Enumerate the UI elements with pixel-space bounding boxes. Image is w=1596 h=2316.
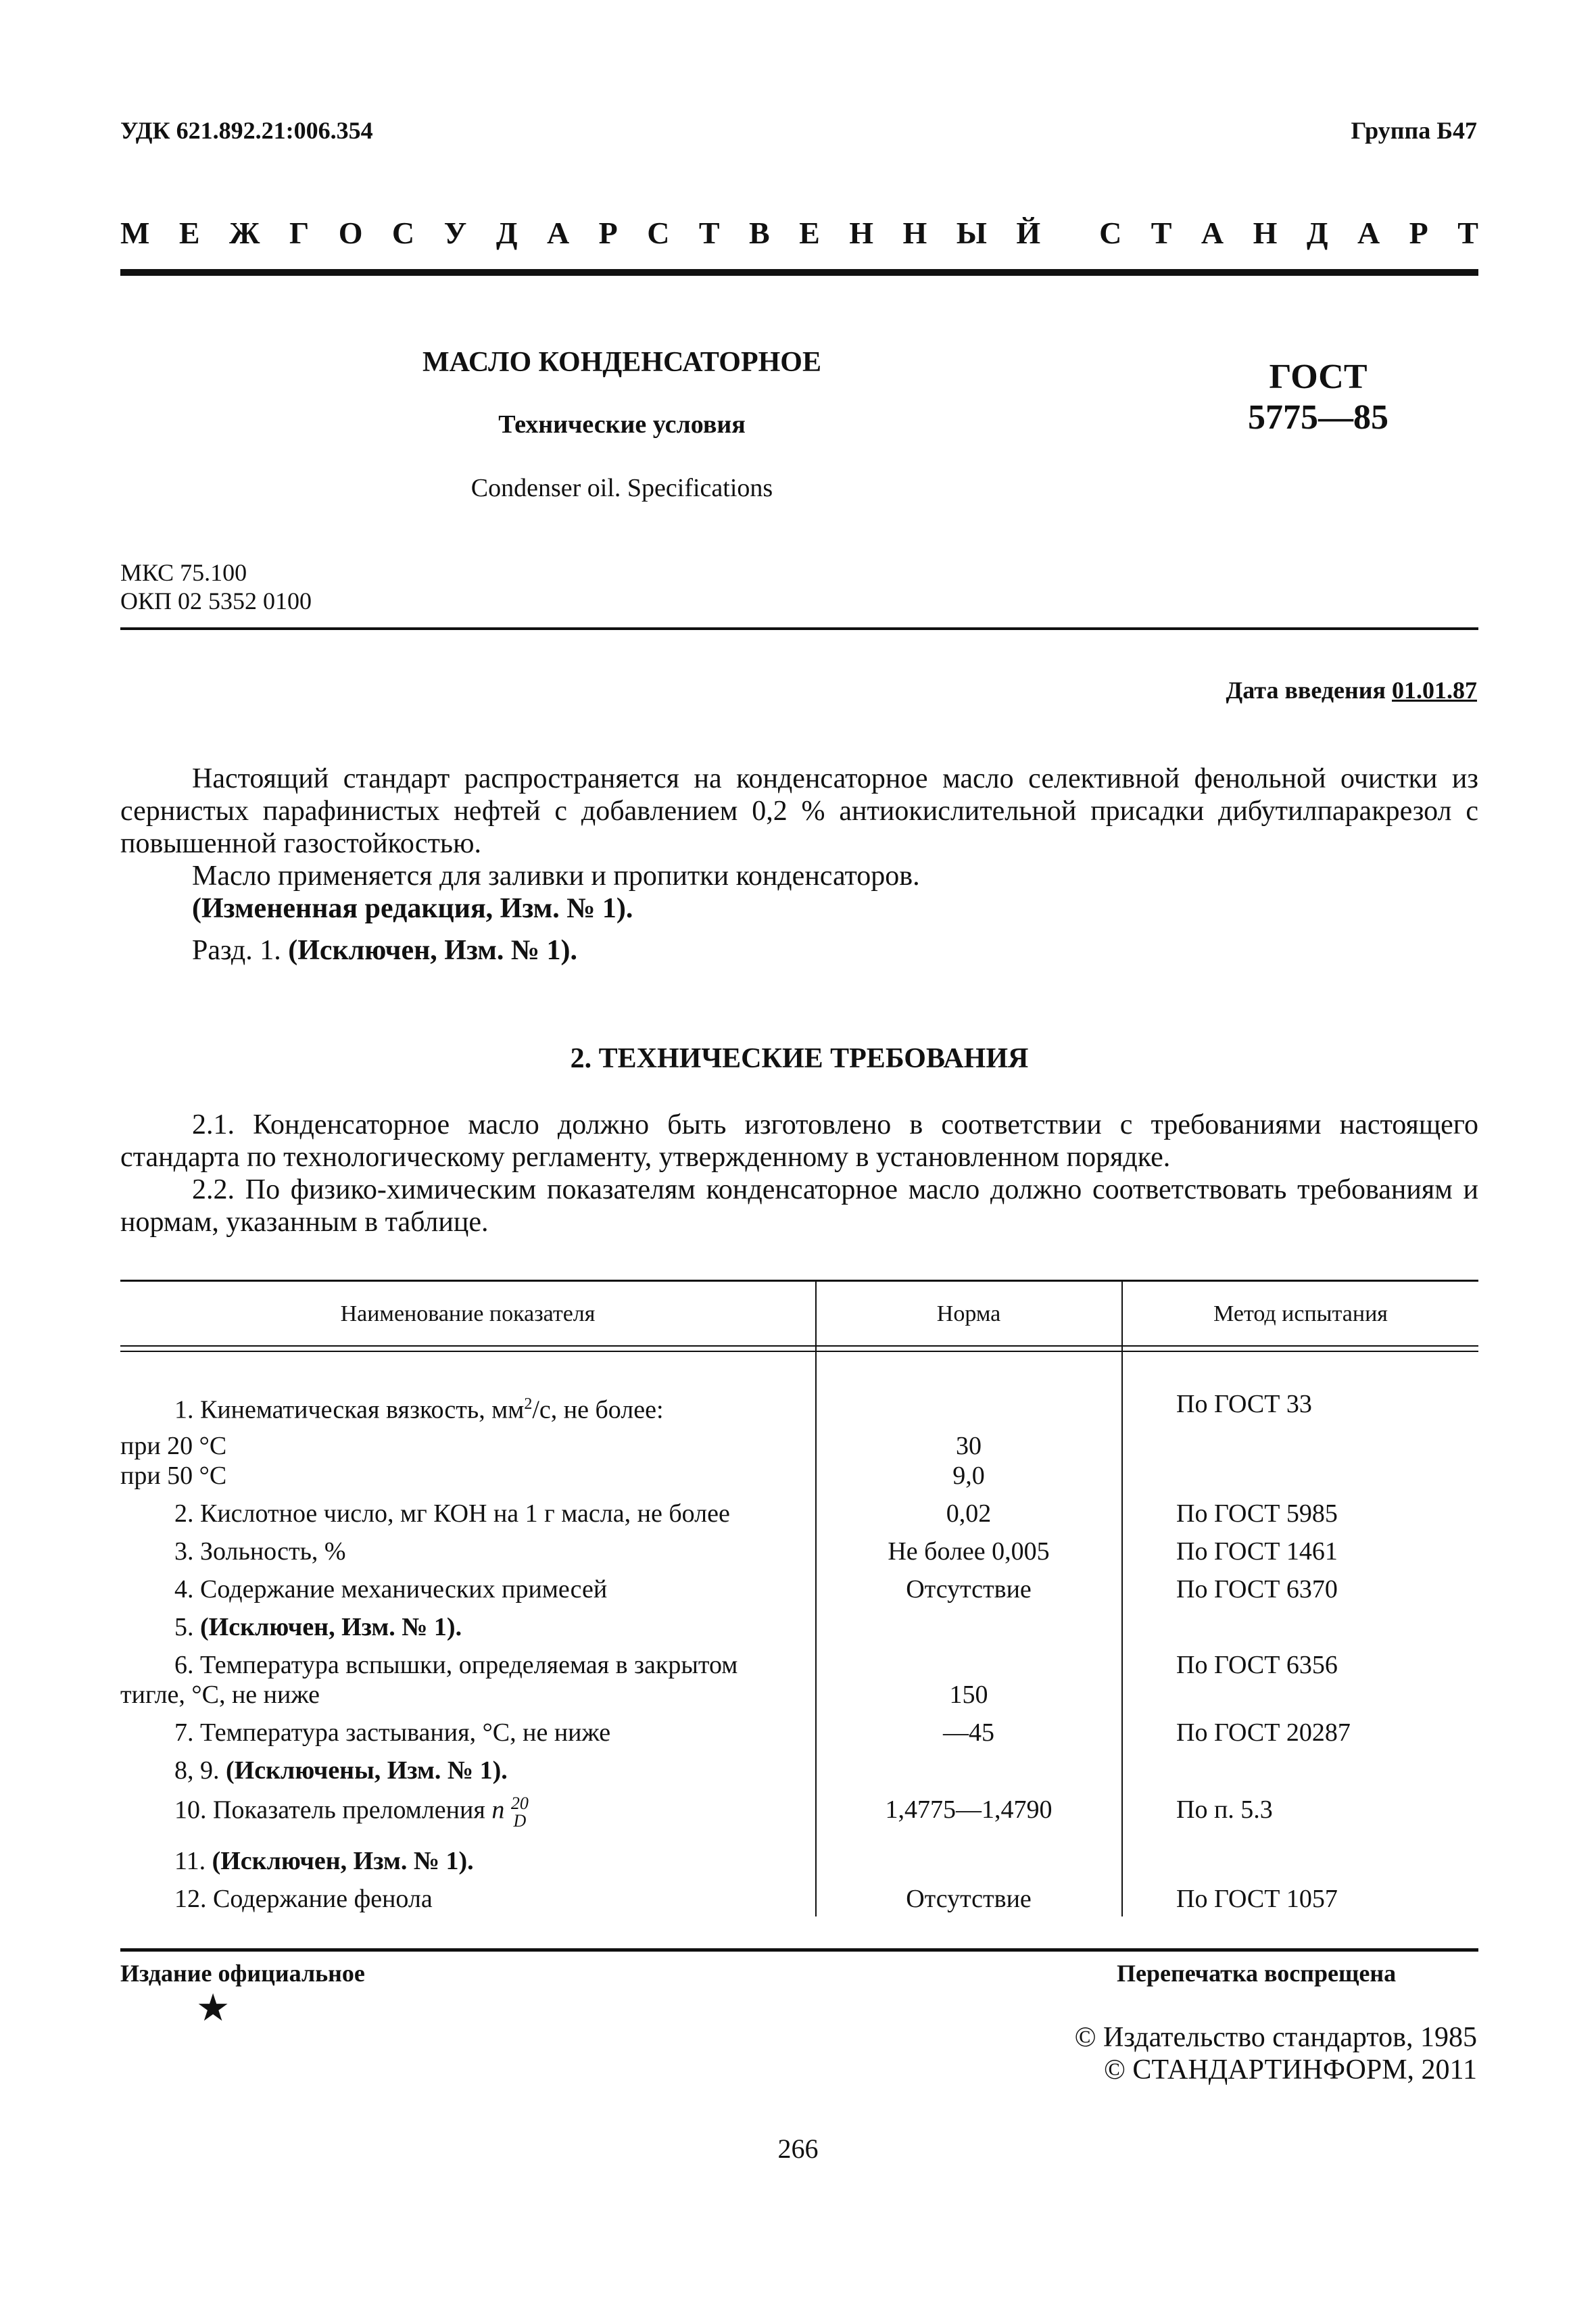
clause-2-1: 2.1. Конденсаторное масло должно быть изготовлено в соответствии с требованиями настоящего стандарта по технологическому регламенту, утвержденному в установленном порядке.	[120, 1109, 1478, 1173]
table-row-1-name	[120, 1389, 864, 1425]
table-row-10-method: По п. 5.3	[1176, 1795, 1273, 1824]
table-row-5-name	[120, 1612, 864, 1642]
row-5-prefix: 5.	[174, 1613, 194, 1641]
interstate-letter: А	[546, 216, 570, 250]
table-row-10-norm: 1,4775—1,4790	[885, 1795, 1053, 1824]
table-row-7-method: По ГОСТ 20287	[1176, 1718, 1351, 1747]
footer-rule	[120, 1948, 1478, 1952]
page-number: 266	[777, 2133, 819, 2164]
table-row-1a-norm: 30	[956, 1432, 982, 1460]
interstate-letter: Р	[1409, 216, 1428, 250]
row-5-excluded: (Исключен, Изм. № 1).	[200, 1613, 462, 1641]
row-8-9-excluded: (Исключены, Изм. № 1).	[226, 1756, 508, 1785]
reprint-prohibited: Перепечатка воспрещена	[1117, 1960, 1397, 1987]
interstate-letter: Р	[598, 216, 618, 250]
section-2-heading: 2. ТЕХНИЧЕСКИЕ ТРЕБОВАНИЯ	[570, 1043, 1029, 1074]
interstate-letter: У	[443, 216, 467, 250]
section-1-prefix: Разд. 1.	[192, 935, 281, 966]
row-1-superscript: 2	[524, 1395, 533, 1413]
intro-paragraph-2: Масло применяется для заливки и пропитки конденсаторов.	[192, 861, 920, 892]
header-rule	[120, 269, 1478, 276]
date-label: Дата введения	[1226, 677, 1386, 704]
table-row-12-method: По ГОСТ 1057	[1176, 1885, 1338, 1913]
section-2-text	[120, 1109, 1478, 1238]
table-row-1b-norm: 9,0	[952, 1462, 985, 1490]
interstate-letter: Г	[289, 216, 310, 250]
table-row-6-norm: 150	[949, 1681, 988, 1709]
row-10-subscript: D	[513, 1811, 527, 1831]
interstate-letter: С	[647, 216, 670, 250]
intro-paragraph-1: Настоящий стандарт распространяется на конденсаторное масло селективной фенольной очистки из сернистых парафинистых нефтей с добавлением 0,2 % антиокислительной присадки дибутилпаракрезол с повышенной газостойкостью.	[120, 763, 1478, 859]
table-row-6-name-line-1: 6. Температура вспышки, определяемая в закрытом	[174, 1651, 738, 1679]
interstate-letter: Е	[799, 216, 820, 250]
copyright-block	[1075, 2021, 1477, 2086]
table-row-4-method: По ГОСТ 6370	[1176, 1575, 1338, 1603]
table-header-name: Наименование показателя	[340, 1301, 596, 1326]
okp-code: ОКП 02 5352 0100	[120, 587, 312, 614]
table-row-3-name: 3. Зольность, %	[174, 1537, 346, 1566]
table-row-1b-name: при 50 °С	[120, 1462, 227, 1490]
intro-text	[120, 763, 1478, 967]
table-row-6-method: По ГОСТ 6356	[1176, 1651, 1338, 1679]
copyright-line-2: © СТАНДАРТИНФОРМ, 2011	[1104, 2054, 1477, 2085]
table-row-12-name: 12. Содержание фенола	[174, 1885, 433, 1913]
interstate-letter: Д	[495, 216, 518, 250]
section-1-excluded: (Исключен, Изм. № 1).	[288, 935, 578, 966]
interstate-letter: М	[120, 216, 150, 250]
table-row-2-norm: 0,02	[946, 1499, 992, 1528]
interstate-letter: Т	[1457, 216, 1478, 250]
table-row-3-norm: Не более 0,005	[888, 1537, 1050, 1566]
copyright-line-1: © Издательство стандартов, 1985	[1074, 2022, 1477, 2053]
mks-code: МКС 75.100	[120, 559, 247, 586]
interstate-letter: Н	[849, 216, 874, 250]
table-row-4-norm: Отсутствие	[906, 1575, 1032, 1603]
document-title: МАСЛО КОНДЕНСАТОРНОЕ	[422, 347, 821, 378]
table-row-3-method: По ГОСТ 1461	[1176, 1537, 1338, 1566]
interstate-letter: Ы	[956, 216, 987, 250]
table-row-2-name: 2. Кислотное число, мг КОН на 1 г масла, не более	[174, 1499, 730, 1528]
interstate-letter: Е	[178, 216, 200, 250]
interstate-letter: Т	[1151, 216, 1172, 250]
introduction-date	[1226, 676, 1478, 704]
interstate-letter: С	[391, 216, 415, 250]
table-header-method: Метод испытания	[1213, 1301, 1388, 1326]
table-row-11-name	[120, 1846, 864, 1876]
interstate-letter: А	[1357, 216, 1380, 250]
gost-label: ГОСТ	[1269, 358, 1368, 396]
row-11-prefix: 11.	[174, 1847, 206, 1875]
table-header-rule	[120, 1345, 1478, 1347]
udk-code: УДК 621.892.21:006.354	[120, 117, 373, 144]
row-10-text: 10. Показатель преломления	[174, 1795, 485, 1825]
clause-2-2: 2.2. По физико-химическим показателям конденсаторное масло должно соответствовать требованиям и нормам, указанным в таблице.	[120, 1174, 1478, 1238]
interstate-letter: С	[1099, 216, 1122, 250]
section-1-note	[120, 934, 1478, 967]
english-title: Condenser oil. Specifications	[470, 474, 773, 502]
table-row-12-norm: Отсутствие	[906, 1885, 1032, 1913]
table-row-7-norm: —45	[943, 1718, 994, 1747]
row-1-tail: /с, не более:	[532, 1395, 664, 1424]
gost-designation	[1190, 357, 1447, 438]
star-icon: ★	[196, 1987, 231, 2029]
table-header-rule-double	[120, 1351, 1478, 1352]
table-row-8-9-name	[120, 1756, 864, 1785]
interstate-letter: Д	[1306, 216, 1328, 250]
table-row-1a-name: при 20 °С	[120, 1432, 227, 1460]
interstate-letter: Т	[698, 216, 720, 250]
gost-number: 5775—85	[1248, 398, 1388, 437]
codes-rule	[120, 627, 1478, 630]
table-row-4-name: 4. Содержание механических примесей	[174, 1575, 608, 1603]
interstate-standard-heading	[120, 215, 1478, 251]
table-row-2-method: По ГОСТ 5985	[1176, 1499, 1338, 1528]
row-10-superscript: 20	[510, 1793, 529, 1813]
table-row-6-name-line-2: тигле, °С, не ниже	[120, 1681, 320, 1709]
amendment-note: (Измененная редакция, Изм. № 1).	[192, 893, 633, 924]
date-value: 01.01.87	[1392, 677, 1477, 704]
interstate-letter: В	[749, 216, 770, 250]
interstate-letter: О	[338, 216, 363, 250]
classification-codes	[120, 558, 312, 615]
row-10-symbol: n	[491, 1795, 505, 1825]
interstate-letter: А	[1201, 216, 1224, 250]
official-edition: Издание официальное	[120, 1960, 365, 1987]
table-row-1-method: По ГОСТ 33	[1176, 1390, 1312, 1418]
table-top-rule	[120, 1280, 1478, 1282]
row-10-index	[511, 1795, 529, 1830]
row-1-text: 1. Кинематическая вязкость, мм	[174, 1395, 525, 1424]
table-row-10-name	[120, 1795, 864, 1830]
table-row-7-name: 7. Температура застывания, °С, не ниже	[174, 1718, 611, 1747]
interstate-letter: Н	[1253, 216, 1278, 250]
table-header-norm: Норма	[936, 1301, 1001, 1326]
row-11-excluded: (Исключен, Изм. № 1).	[212, 1847, 474, 1875]
interstate-letter: Ж	[229, 216, 260, 250]
interstate-letter: Й	[1016, 216, 1041, 250]
table-column-divider-2	[1121, 1281, 1123, 1916]
document-subtitle: Технические условия	[498, 410, 746, 439]
row-8-9-prefix: 8, 9.	[174, 1756, 220, 1785]
group-code: Группа Б47	[1351, 117, 1477, 144]
interstate-letter: Н	[902, 216, 927, 250]
